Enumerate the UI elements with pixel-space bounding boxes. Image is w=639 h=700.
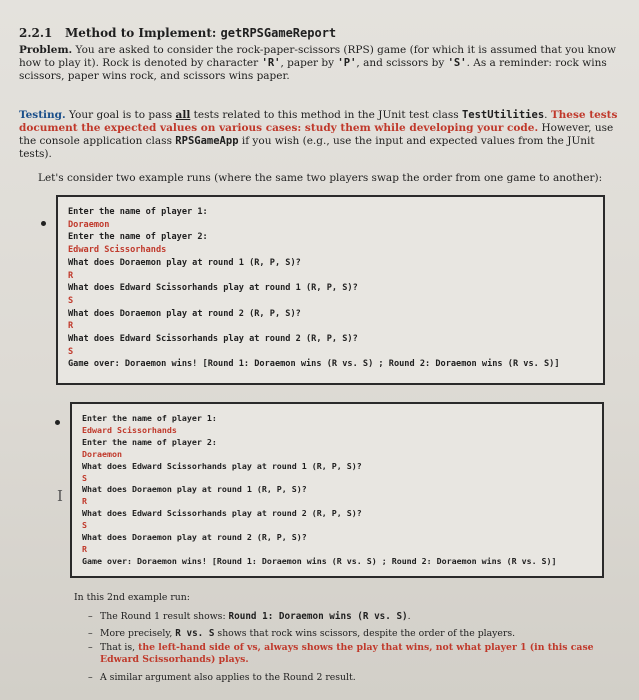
- console-line: Enter the name of player 2:: [82, 436, 217, 447]
- console-line: Edward Scissorhands: [82, 424, 177, 435]
- testing-highlight: These tests document the expected values on various cases: study them while developing your code.: [19, 109, 618, 134]
- note-1: [100, 611, 600, 623]
- run-2-console: [82, 413, 557, 568]
- char-r: 'R': [261, 57, 281, 69]
- note-2-text: More precisely,: [100, 628, 176, 639]
- bullet-2: [55, 420, 60, 425]
- console-line: Enter the name of player 2:: [68, 232, 208, 243]
- note-1-end: .: [407, 611, 411, 622]
- console-line: Game over: Doraemon wins! [Round 1: Doraemon wins (R vs. S) ; Round 2: Doraemon wins (R vs. S)]: [82, 555, 557, 566]
- console-line: What does Doraemon play at round 2 (R, P, S)?: [82, 532, 307, 543]
- note-3-highlight: the left-hand side of vs, always shows the play that wins, not what player 1 (in this case Edward Scissorhands) plays.: [100, 642, 594, 665]
- testing-text-3: .: [544, 109, 551, 121]
- text-cursor-icon: Ι: [57, 487, 63, 505]
- dash-3: –: [88, 642, 93, 653]
- console-line: Doraemon: [68, 219, 110, 230]
- method-name: getRPSGameReport: [220, 26, 337, 40]
- char-p: 'P': [337, 57, 357, 69]
- run-1-console: [68, 206, 560, 371]
- note-2: [100, 628, 600, 640]
- console-line: Game over: Doraemon wins! [Round 1: Doraemon wins (R vs. S) ; Round 2: Doraemon wins (R vs. S)]: [68, 359, 560, 370]
- example-run-2: [70, 402, 604, 578]
- console-line: What does Doraemon play at round 1 (R, P, S)?: [68, 257, 301, 268]
- example-run-1: [56, 195, 605, 385]
- problem-text-1: You are asked to consider the rock-paper-scissors (RPS) game (for which it is assumed that you know how to play it). Rock is denoted by character: [19, 44, 616, 69]
- testing-text-5: if you wish (e.g., use the input and expected values from the JUnit tests).: [19, 135, 595, 160]
- test-class-name: TestUtilities: [461, 109, 545, 121]
- problem-text-2: , paper by: [280, 57, 338, 69]
- problem-text-4: . As a reminder: rock wins scissors, paper wins rock, and scissors wins paper.: [19, 57, 607, 82]
- section-number: 2.2.1: [19, 26, 53, 40]
- console-line: Enter the name of player 1:: [82, 413, 217, 423]
- note-3: [100, 642, 600, 666]
- problem-paragraph: [19, 44, 619, 83]
- console-line: R: [68, 270, 74, 281]
- section-heading: [19, 26, 336, 40]
- console-line: R: [82, 543, 87, 554]
- console-line: S: [68, 295, 74, 306]
- char-s: 'S': [447, 57, 467, 69]
- console-line: R: [68, 321, 74, 332]
- note-1-text: The Round 1 result shows:: [100, 611, 229, 622]
- bullet-1: [41, 221, 46, 226]
- console-line: What does Doraemon play at round 2 (R, P, S)?: [68, 308, 301, 319]
- dash-4: –: [88, 672, 93, 683]
- note-4: A similar argument also applies to the Round 2 result.: [100, 672, 356, 683]
- dash-2: –: [88, 628, 93, 639]
- section-title: Method to Implement:: [64, 26, 221, 40]
- notes-lead: In this 2nd example run:: [74, 592, 190, 603]
- dash-1: –: [88, 611, 93, 622]
- console-line: Edward Scissorhands: [68, 245, 167, 256]
- note-1-code: Round 1: Doraemon wins (R vs. S): [228, 611, 408, 622]
- console-line: S: [82, 520, 87, 531]
- testing-text-4: However, use the console application class: [19, 122, 614, 147]
- console-line: What does Edward Scissorhands play at round 2 (R, P, S)?: [82, 508, 362, 519]
- testing-text-1: Your goal is to pass: [65, 109, 176, 121]
- console-line: Enter the name of player 1:: [68, 207, 208, 217]
- console-line: R: [82, 496, 87, 507]
- testing-label: Testing.: [19, 109, 66, 121]
- note-3-text: That is,: [100, 642, 139, 653]
- intro-line: Let's consider two example runs (where the same two players swap the order from one game to another):: [38, 172, 603, 184]
- console-line: S: [82, 472, 87, 483]
- testing-paragraph: [19, 109, 619, 161]
- testing-text-2: tests related to this method in the JUnit test class: [190, 109, 462, 121]
- problem-text-3: , and scissors by: [356, 57, 448, 69]
- console-line: S: [68, 346, 74, 357]
- console-line: Doraemon: [82, 448, 122, 459]
- note-2-code: R vs. S: [175, 628, 215, 639]
- note-2-rest: shows that rock wins scissors, despite the order of the players.: [214, 628, 516, 639]
- problem-label: Problem.: [19, 44, 73, 56]
- console-line: What does Edward Scissorhands play at round 2 (R, P, S)?: [68, 334, 358, 345]
- console-line: What does Doraemon play at round 1 (R, P, S)?: [82, 484, 307, 495]
- app-class-name: RPSGameApp: [175, 135, 239, 147]
- testing-all: all: [175, 109, 191, 121]
- console-line: What does Edward Scissorhands play at round 1 (R, P, S)?: [68, 283, 358, 294]
- console-line: What does Edward Scissorhands play at round 1 (R, P, S)?: [82, 460, 362, 471]
